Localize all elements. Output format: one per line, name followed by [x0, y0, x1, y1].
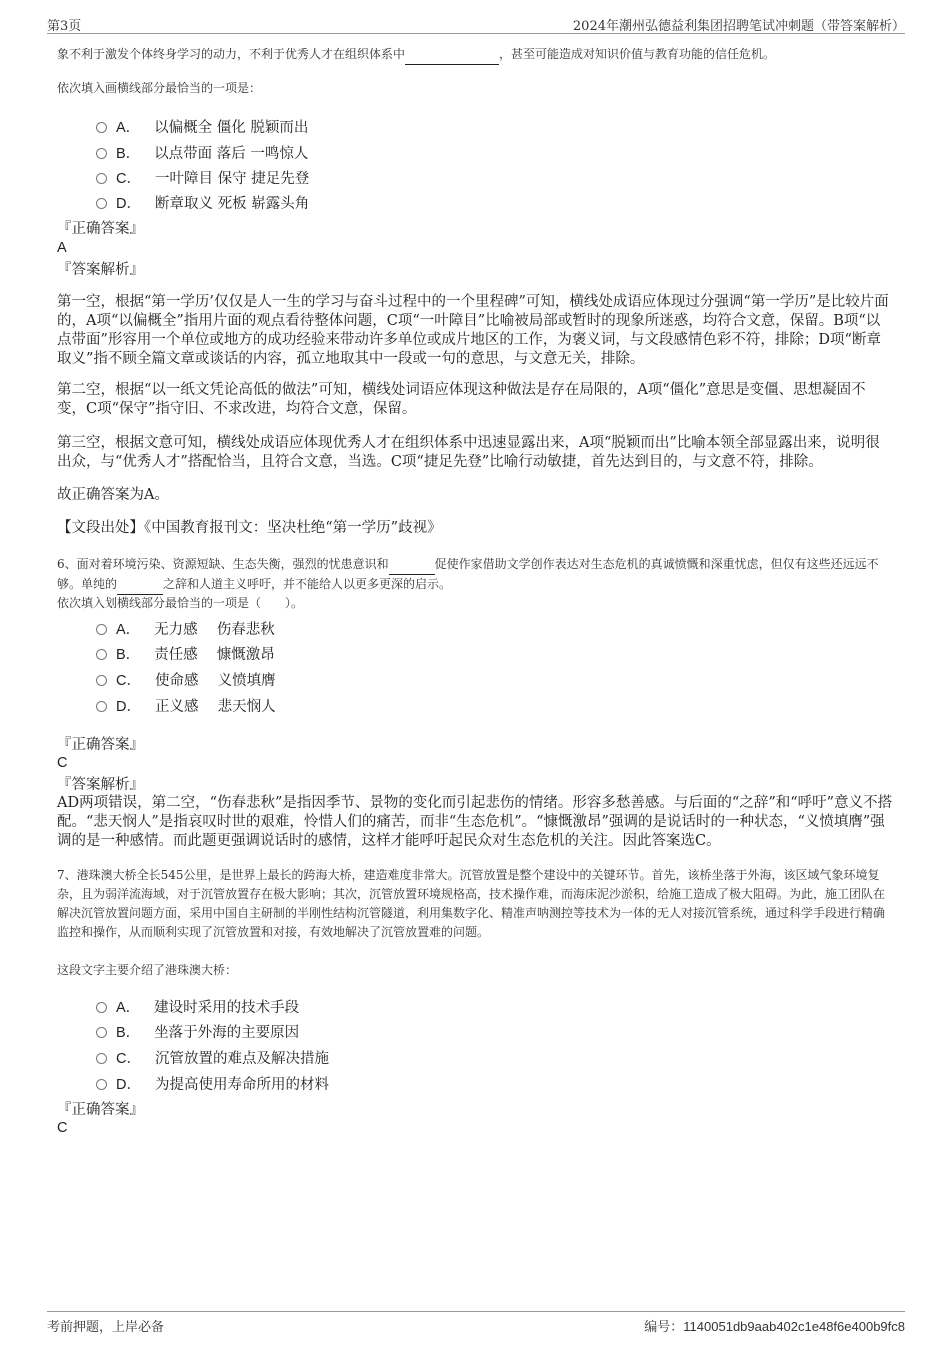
- q6-analysis-label: 『答案解析』: [57, 777, 144, 793]
- q5-stem-tail: 象不利于激发个体终身学习的动力，不利于优秀人才在组织体系中 ，甚至可能造成对知识价值与教育功能的信任危机。: [57, 45, 893, 65]
- q5-option-d[interactable]: D． 断章取义 死板 崭露头角: [96, 192, 309, 213]
- fill-blank: [117, 575, 163, 595]
- q6-answer-label: 『正确答案』: [57, 737, 144, 753]
- q5-analysis-label: 『答案解析』: [57, 262, 144, 278]
- radio-icon[interactable]: [96, 1053, 107, 1064]
- q6-option-b[interactable]: B． 责任感 慷慨激昂: [96, 643, 275, 664]
- q6-option-c[interactable]: C． 使命感 义愤填膺: [96, 669, 276, 690]
- q7-stem: 7、港珠澳大桥全长545公里，是世界上最长的跨海大桥，建造难度非常大。沉管放置是整个建设中的关键环节。首先，该桥坐落于外海，该区域气象环境复杂，且为弱洋流海域，对于沉管放置存在极大影响；其次，沉管放置环境规格高，技术操作难，而海床泥沙淤积，给施工造成了极大阻碍。为此，施工团队在解决沉管放置问题方面，采用中国自主研制的半刚性结构沉管隧道，利用集数字化、精准声呐测控等技术为一体的无人对接沉管系统，通过科学手段进行精确监控和操作，从而顺利实现了沉管放置和对接，有效地解决了沉管放置难的问题。: [57, 868, 886, 939]
- radio-icon[interactable]: [96, 675, 107, 686]
- q6-option-d[interactable]: D． 正义感 悲天悯人: [96, 695, 276, 716]
- q5-option-c[interactable]: C． 一叶障目 保守 捷足先登: [96, 167, 309, 188]
- radio-icon[interactable]: [96, 122, 107, 133]
- q5-source: 【文段出处】《中国教育报刊文：坚决杜绝“第一学历”歧视》: [57, 520, 442, 536]
- radio-icon[interactable]: [96, 173, 107, 184]
- q6-option-a[interactable]: A． 无力感 伤春悲秋: [96, 618, 275, 639]
- radio-icon[interactable]: [96, 649, 107, 660]
- q6-prompt: 依次填入划横线部分最恰当的一项是（ ）。: [57, 596, 304, 610]
- radio-icon[interactable]: [96, 1002, 107, 1013]
- q5-analysis-p1: 第一空，根据“第一学历’仅仅是人一生的学习与奋斗过程中的一个里程碑”可知，横线处成语应体现过分强调“第一学历”是比较片面的，A项“以偏概全”指用片面的观点看待整体问题，C项“一叶障目”比喻被局部或暂时的现象所迷惑，均符合文意，保留。B项“以点带面”形容用一个单位或地方的成功经验来带动许多单位或成片地区的工作，为褒义词，与文段感情色彩不符，排除；D项“断章取义”指不顾全篇文章或谈话的内容，孤立地取其中一段或一句的意思，与文意无关，排除。: [57, 294, 889, 367]
- page-header: [47, 13, 905, 34]
- fill-blank: [405, 45, 499, 65]
- radio-icon[interactable]: [96, 1027, 107, 1038]
- fill-blank: [389, 555, 435, 575]
- page-footer: [47, 1311, 905, 1334]
- q7-option-d[interactable]: D． 为提高使用寿命所用的材料: [96, 1073, 329, 1094]
- q7-option-b[interactable]: B． 坐落于外海的主要原因: [96, 1021, 299, 1042]
- q5-analysis-p4: 故正确答案为A。: [57, 487, 169, 503]
- q7-answer-label: 『正确答案』: [57, 1102, 144, 1118]
- q5-answer: A: [57, 240, 67, 256]
- page-number: 第3页: [47, 19, 82, 34]
- q5-analysis-p3: 第三空，根据文意可知，横线处成语应体现优秀人才在组织体系中迅速显露出来，A项“脱颖而出”比喻本领全部显露出来，说明很出众，与“优秀人才”搭配恰当，且符合文意，当选。C项“捷足先登”比喻行动敏捷，首先达到目的，与文意不符，排除。: [57, 435, 880, 470]
- q5-answer-label: 『正确答案』: [57, 221, 144, 237]
- footer-slogan: 考前押题，上岸必备: [47, 1320, 165, 1335]
- document-title: 2024年潮州弘德益利集团招聘笔试冲刺题（带答案解析）: [572, 19, 905, 34]
- q7-option-a[interactable]: A． 建设时采用的技术手段: [96, 996, 299, 1017]
- radio-icon[interactable]: [96, 1079, 107, 1090]
- q7-prompt: 这段文字主要介绍了港珠澳大桥：: [57, 963, 238, 977]
- q5-option-a[interactable]: A． 以偏概全 僵化 脱颖而出: [96, 116, 308, 137]
- radio-icon[interactable]: [96, 701, 107, 712]
- footer-code: 编号：1140051db9aab402c1e48f6e400b9fc8: [644, 1319, 905, 1335]
- radio-icon[interactable]: [96, 148, 107, 159]
- q6-stem: 6、面对着环境污染、资源短缺、生态失衡，强烈的忧患意识和 促使作家借助文学创作表达对生态危机的真诚愤慨和深重忧虑，但仅有这些还远远不够。单纯的 之辞和人道主义呼吁，并不能给人以更多更深的启示。: [57, 555, 893, 595]
- radio-icon[interactable]: [96, 198, 107, 209]
- radio-icon[interactable]: [96, 624, 107, 635]
- q7-answer: C: [57, 1120, 68, 1136]
- q7-option-c[interactable]: C． 沉管放置的难点及解决措施: [96, 1047, 329, 1068]
- q5-analysis-p2: 第二空，根据“以一纸文凭论高低的做法”可知，横线处词语应体现这种做法是存在局限的，A项“僵化”意思是变僵、思想凝固不变，C项“保守”指守旧、不求改进，均符合文意，保留。: [57, 382, 866, 417]
- q6-analysis: AD两项错误，第二空，“伤春悲秋”是指因季节、景物的变化而引起悲伤的情绪。形容多愁善感。与后面的“之辞”和“呼吁”意义不搭配。“悲天悯人”是指哀叹时世的艰难，怜惜人们的痛苦，而非“生态危机”。“慷慨激昂”强调的是说话时的一种状态，“义愤填膺”强调的是一种感情。而此题更强调说话时的感情，这样才能呼吁起民众对生态危机的关注。因此答案选C。: [57, 795, 893, 849]
- q6-answer: C: [57, 755, 68, 771]
- q5-prompt: 依次填入画横线部分最恰当的一项是：: [57, 81, 262, 95]
- q5-option-b[interactable]: B． 以点带面 落后 一鸣惊人: [96, 142, 308, 163]
